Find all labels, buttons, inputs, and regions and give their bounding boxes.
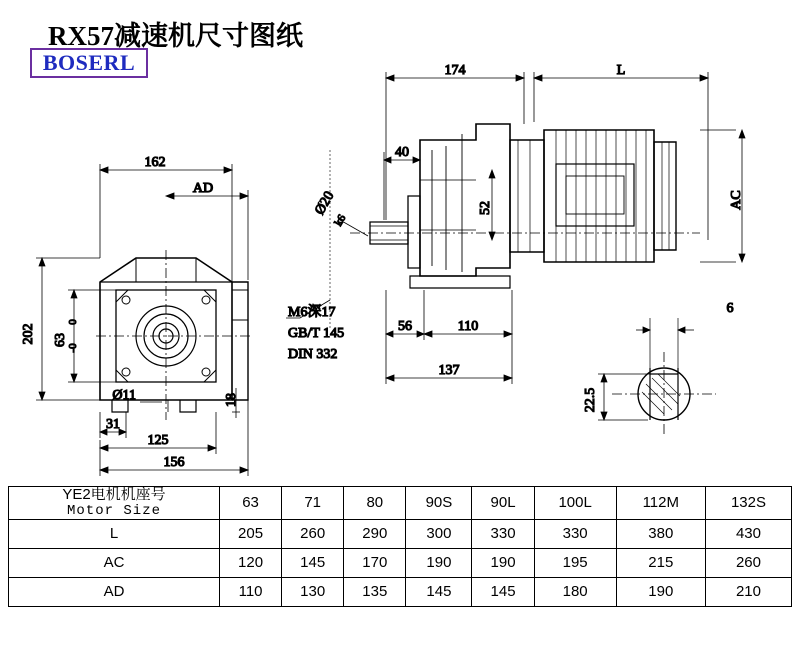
note-din332: DIN 332 [288, 347, 338, 362]
table-cell: 260 [705, 548, 791, 577]
dim-162: 162 [144, 155, 166, 170]
motor-size-table [8, 486, 792, 607]
table-header-cell: 132S [705, 487, 791, 520]
dim-56: 56 [398, 319, 412, 334]
dim-137: 137 [438, 363, 460, 378]
table-row [9, 519, 792, 548]
table-cell: 135 [344, 577, 406, 606]
table-cell: 130 [282, 577, 344, 606]
dim-31: 31 [106, 417, 120, 432]
table-cell: 330 [534, 519, 616, 548]
table-header-cell: 90S [406, 487, 472, 520]
table-header-cell: 112M [616, 487, 705, 520]
dim-ad: AD [192, 181, 214, 196]
dim-AC: AC [729, 190, 744, 210]
table-cell: 195 [534, 548, 616, 577]
dim-156: 156 [163, 455, 185, 470]
table-header-cell: 80 [344, 487, 406, 520]
table-cell: 300 [406, 519, 472, 548]
dim-40: 40 [395, 145, 409, 160]
table-cell: 215 [616, 548, 705, 577]
dim-6: 6 [726, 301, 734, 316]
dim-110: 110 [457, 319, 479, 334]
table-header-label-cn: YE2电机机座号 [62, 486, 166, 503]
note-gbt145: GB/T 145 [288, 326, 345, 341]
table-row [9, 548, 792, 577]
table-cell: 145 [282, 548, 344, 577]
brand-logo-text: BOSERL [42, 50, 136, 75]
table-cell: 430 [705, 519, 791, 548]
table-cell: 170 [344, 548, 406, 577]
table-header-cell: 90L [472, 487, 534, 520]
table-header-cell: 63 [220, 487, 282, 520]
dim-18: 18 [224, 393, 239, 407]
table-row-label: AD [9, 577, 220, 606]
table-row-label: AC [9, 548, 220, 577]
dim-shaft-tolerance: k6 [332, 212, 349, 229]
dim-63-tol-upper: 0 [67, 319, 79, 325]
table-cell: 145 [472, 577, 534, 606]
table-cell: 180 [534, 577, 616, 606]
table-header-label [9, 487, 220, 520]
dim-shaft-20: Ø20 [312, 189, 338, 218]
table-cell: 120 [220, 548, 282, 577]
table-cell: 145 [406, 577, 472, 606]
table-cell: 190 [406, 548, 472, 577]
dim-202: 202 [21, 323, 36, 345]
table-cell: 205 [220, 519, 282, 548]
dim-125: 125 [147, 433, 169, 448]
key-view-geometry [612, 318, 716, 436]
table-row [9, 577, 792, 606]
table-cell: 210 [705, 577, 791, 606]
dim-L: L [616, 63, 626, 78]
table-cell: 330 [472, 519, 534, 548]
dim-63: 63 [53, 333, 68, 347]
table-cell: 190 [472, 548, 534, 577]
table-header-cell: 100L [534, 487, 616, 520]
table-header-row [9, 487, 792, 520]
table-cell: 290 [344, 519, 406, 548]
table-cell: 110 [220, 577, 282, 606]
table-header-label-en: Motor Size [66, 502, 161, 519]
table-cell: 190 [616, 577, 705, 606]
table-cell: 380 [616, 519, 705, 548]
note-m6: M6深17 [288, 305, 336, 320]
table-row-label: L [9, 519, 220, 548]
table-cell: 260 [282, 519, 344, 548]
dim-22-5: 22.5 [583, 387, 598, 413]
dim-63-tol-lower: -0 [67, 343, 79, 353]
dim-174: 174 [444, 63, 466, 78]
dim-52: 52 [478, 201, 493, 215]
dim-hole-11: Ø11 [112, 388, 136, 403]
page-title: RX57减速机尺寸图纸 [48, 21, 303, 51]
table-header-cell: 71 [282, 487, 344, 520]
